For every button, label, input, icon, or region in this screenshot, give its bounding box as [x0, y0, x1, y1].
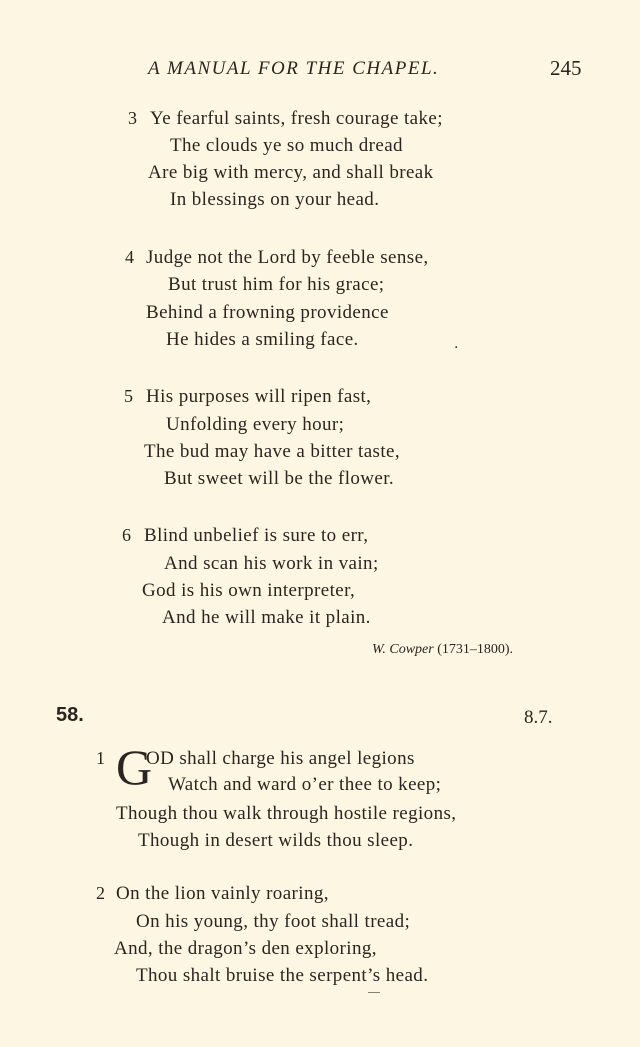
verse-line: God is his own interpreter, — [142, 580, 356, 601]
verse-line: Though thou walk through hostile regions, — [116, 803, 457, 824]
hymn-number: 58. — [56, 704, 84, 726]
verse-line: But trust him for his grace; — [168, 274, 385, 295]
verse-line: Are big with mercy, and shall break — [148, 162, 434, 183]
verse-line: In blessings on your head. — [170, 189, 380, 210]
page-number: 245 — [550, 56, 582, 80]
verse-line: But sweet will be the flower. — [164, 468, 395, 489]
verse-line: The clouds ye so much dread — [170, 135, 403, 156]
stanza-number: 2 — [96, 883, 105, 903]
verse-line: And scan his work in vain; — [164, 553, 379, 574]
verse-line: And he will make it plain. — [162, 607, 371, 628]
verse-line: Ye fearful saints, fresh courage take; — [150, 108, 443, 129]
verse-line: And, the dragon’s den exploring, — [114, 938, 377, 959]
verse-line: Watch and ward o’er thee to keep; — [168, 774, 442, 795]
verse-line: Thou shalt bruise the serpent’s head. — [136, 965, 429, 986]
page-mark — [368, 992, 380, 993]
verse-line: Judge not the Lord by feeble sense, — [146, 247, 429, 268]
stray-dot: · — [454, 340, 459, 356]
hymn-attribution — [372, 642, 513, 658]
author-dates: (1731–1800). — [437, 642, 514, 657]
verse-line: He hides a smiling face. — [166, 329, 359, 350]
verse-line: The bud may have a bitter taste, — [144, 441, 401, 462]
stanza-number: 1 — [96, 748, 105, 768]
running-title: A MANUAL FOR THE CHAPEL. — [148, 58, 440, 79]
stanza-number: 3 — [128, 108, 137, 128]
verse-line: Blind unbelief is sure to err, — [144, 525, 369, 546]
verse-line: His purposes will ripen fast, — [146, 386, 372, 407]
drop-cap: G — [116, 739, 153, 795]
verse-line: On his young, thy foot shall tread; — [136, 911, 411, 932]
verse-line: Behind a frowning providence — [146, 302, 389, 323]
stanza-number: 4 — [125, 247, 134, 267]
verse-line: OD shall charge his angel legions — [146, 748, 415, 769]
hymn-meter: 8.7. — [524, 707, 553, 728]
stanza-number: 5 — [124, 386, 133, 406]
verse-line: Though in desert wilds thou sleep. — [138, 830, 414, 851]
verse-line: On the lion vainly roaring, — [116, 883, 329, 904]
author-name: W. Cowper — [372, 642, 434, 657]
stanza-number: 6 — [122, 525, 131, 545]
verse-line: Unfolding every hour; — [166, 414, 345, 435]
